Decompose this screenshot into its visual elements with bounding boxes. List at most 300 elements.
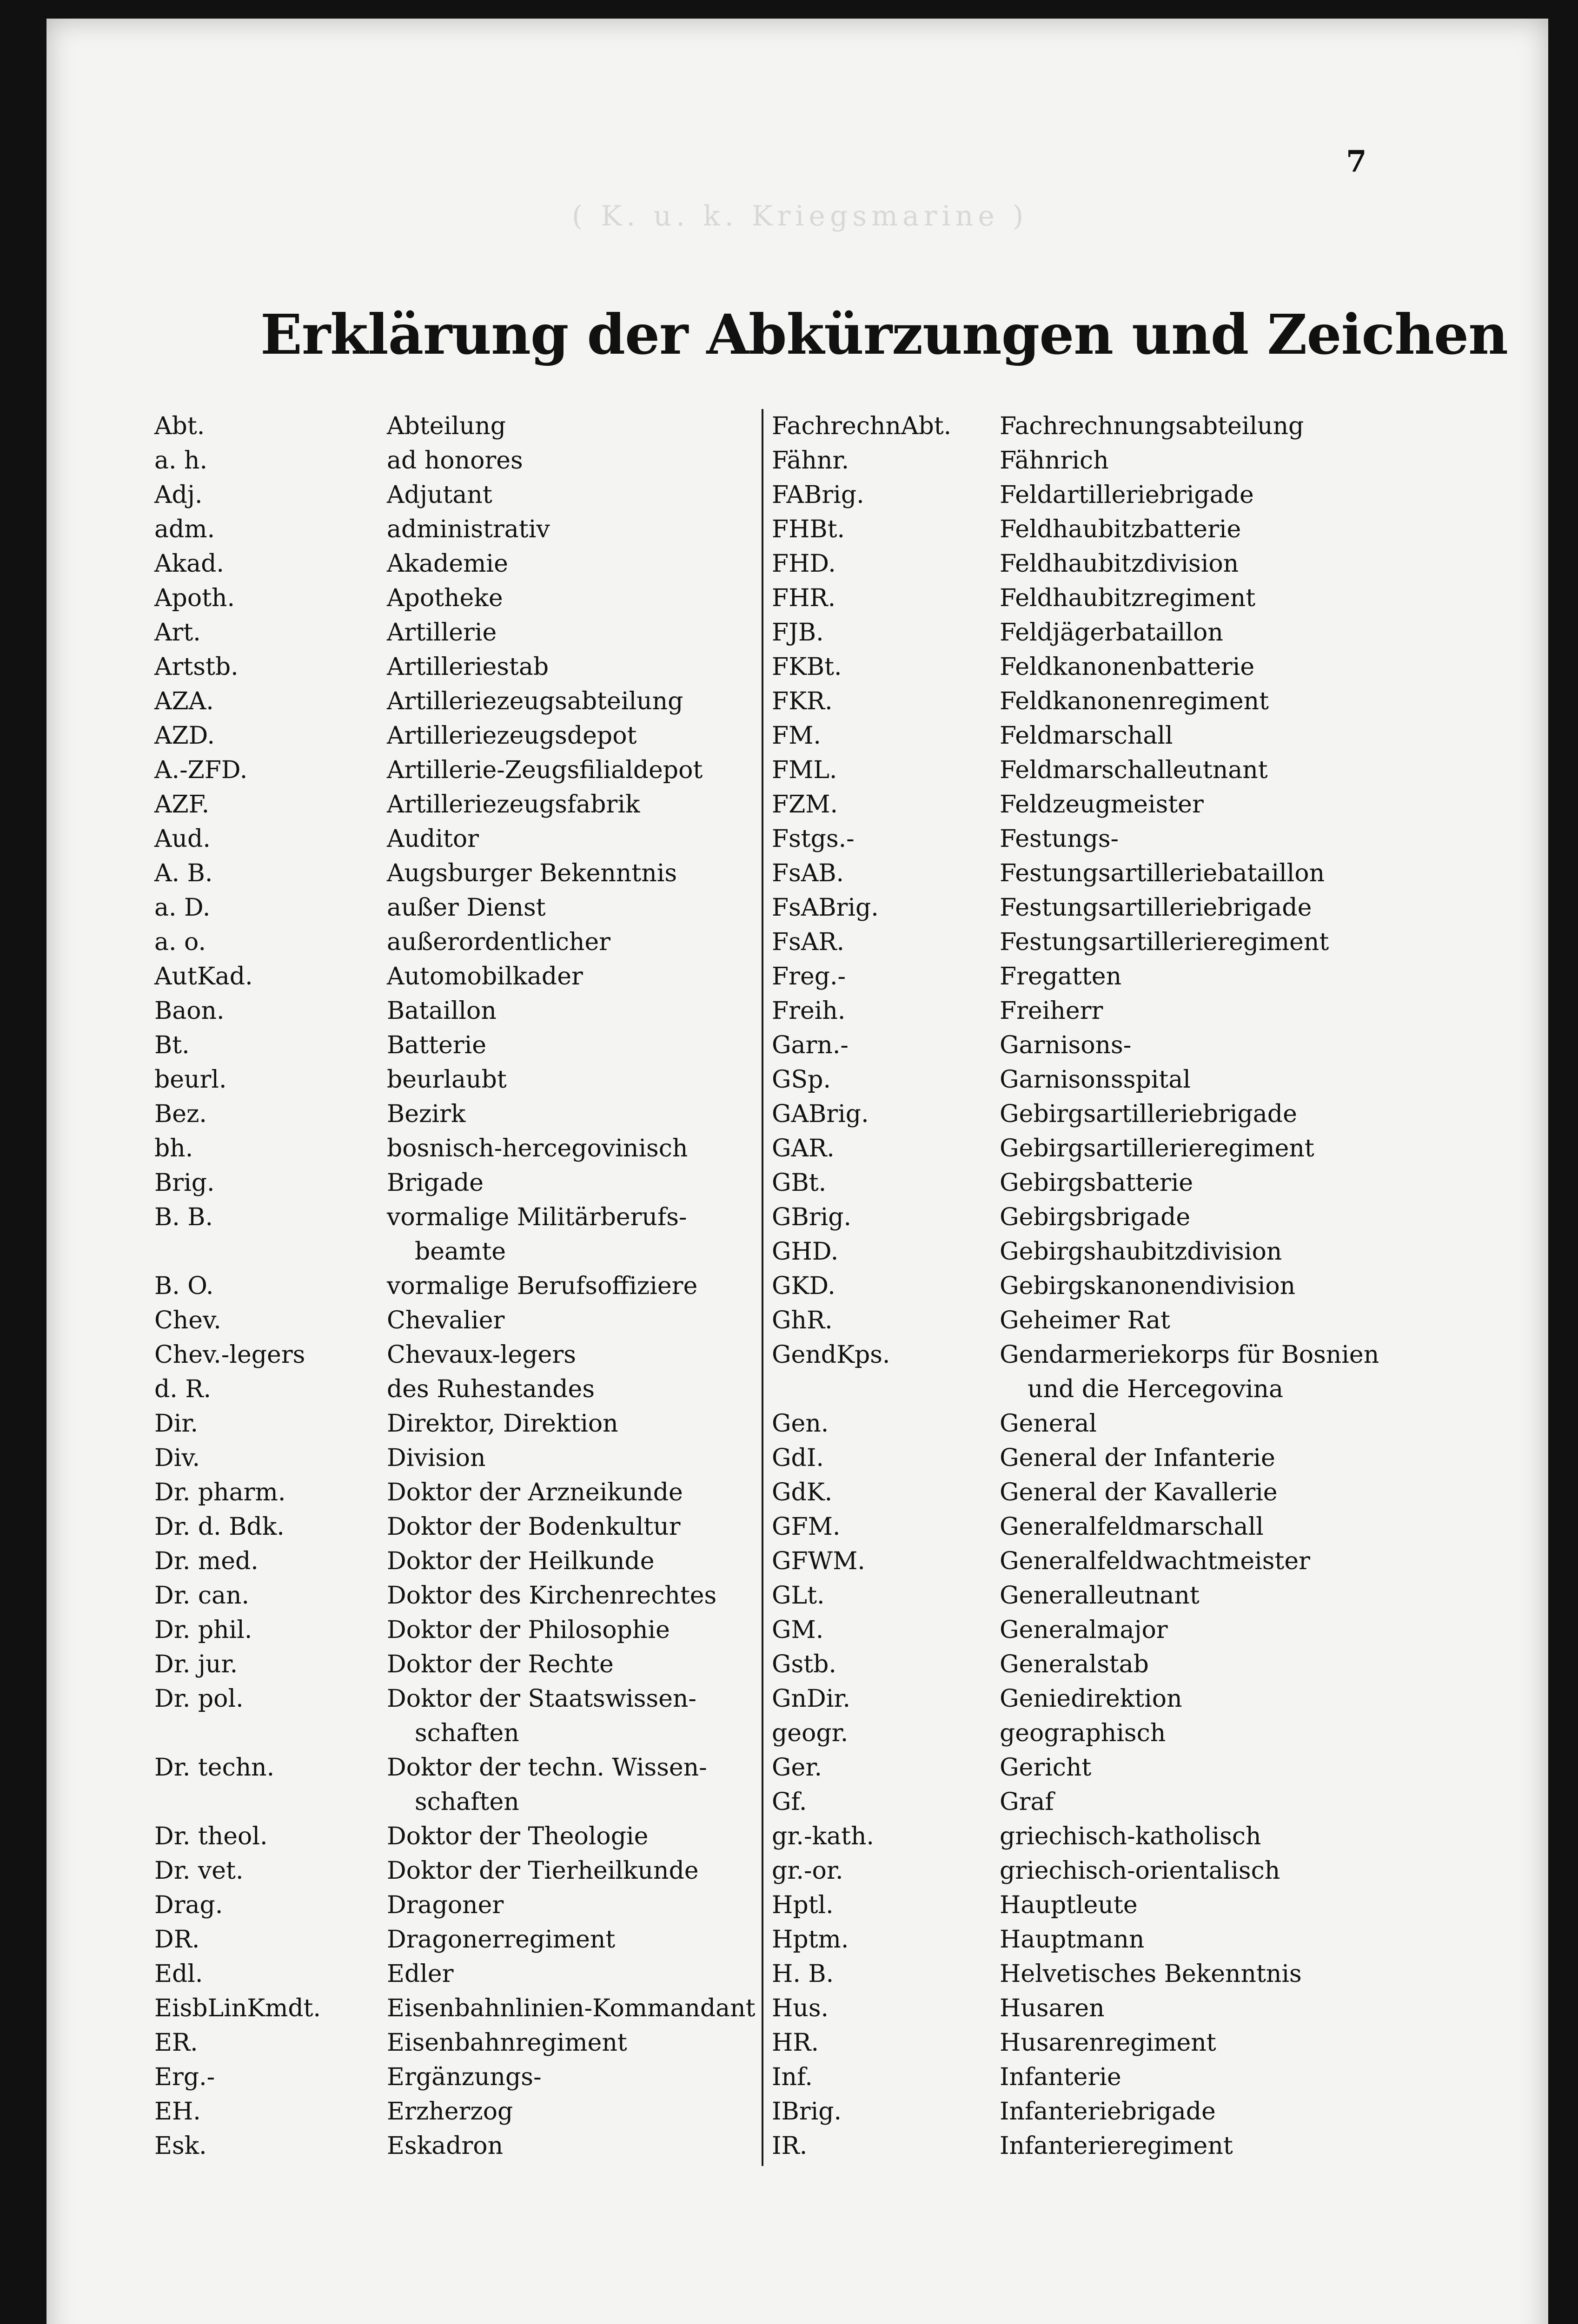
abbreviation: Dr. jur. (154, 1651, 238, 1678)
abbreviation-meaning: Generalleutnant (1000, 1582, 1200, 1610)
abbreviation-meaning: Festungsartillerieregiment (1000, 928, 1329, 956)
abbreviation-entry (772, 1097, 1516, 1131)
abbreviation-meaning: Akademie (387, 550, 508, 578)
abbreviation-meaning: Generalmajor (1000, 1616, 1168, 1644)
abbreviation: Dr. can. (154, 1582, 250, 1610)
abbreviation-meaning: Generalstab (1000, 1651, 1149, 1678)
abbreviation-meaning: Feldkanonenbatterie (1000, 653, 1255, 681)
abbreviation-meaning: Gericht (1000, 1754, 1092, 1782)
abbreviation-entry (154, 2060, 759, 2094)
abbreviation: Hptl. (772, 1891, 834, 1919)
abbreviation: Bt. (154, 1031, 190, 1059)
abbreviation-meaning: griechisch-katholisch (1000, 1822, 1261, 1850)
abbreviation-meaning: Generalfeldmarschall (1000, 1513, 1264, 1541)
abbreviation: d. R. (154, 1375, 212, 1403)
abbreviation-meaning: Festungsartilleriebrigade (1000, 894, 1312, 922)
abbreviation: beurl. (154, 1066, 227, 1094)
meaning-continuation: beamte (415, 1238, 506, 1266)
abbreviation-meaning: außerordentlicher (387, 928, 610, 956)
abbreviation-meaning: Helvetisches Bekenntnis (1000, 1960, 1302, 1988)
abbreviation: DR. (154, 1926, 200, 1954)
abbreviation: ER. (154, 2029, 198, 2057)
abbreviation: Chev.-legers (154, 1341, 305, 1369)
abbreviation-meaning: Doktor der Tierheilkunde (387, 1857, 699, 1885)
abbreviation: HR. (772, 2029, 819, 2057)
abbreviation-meaning: Festungsartilleriebataillon (1000, 859, 1325, 887)
abbreviation-meaning: Husarenregiment (1000, 2029, 1216, 2057)
abbreviation: FHR. (772, 584, 836, 612)
abbreviation-entry (772, 1682, 1516, 1716)
abbreviation: Dr. phil. (154, 1616, 252, 1644)
abbreviation: FHBt. (772, 515, 845, 543)
abbreviation: Freg.- (772, 963, 846, 990)
abbreviation-entry (154, 959, 759, 994)
abbreviation-meaning: Artilleriezeugsdepot (387, 722, 637, 750)
abbreviation-entry (154, 1475, 759, 1510)
meaning-continuation: und die Hercegovina (1028, 1375, 1283, 1403)
abbreviation: Freih. (772, 997, 846, 1025)
abbreviation-entry (154, 1957, 759, 1991)
abbreviation: H. B. (772, 1960, 834, 1988)
abbreviation-meaning: Erzherzog (387, 2098, 513, 2126)
abbreviation-meaning: Doktor der Theologie (387, 1822, 649, 1850)
abbreviation-entry (154, 1028, 759, 1063)
abbreviation-entry (772, 1028, 1516, 1063)
abbreviation: GM. (772, 1616, 824, 1644)
abbreviation-meaning: Doktor der Rechte (387, 1651, 614, 1678)
abbreviation: Bez. (154, 1100, 207, 1128)
abbreviation-meaning: ad honores (387, 447, 523, 475)
abbreviation-meaning: Husaren (1000, 1994, 1105, 2022)
abbreviation-meaning: Geheimer Rat (1000, 1307, 1170, 1334)
abbreviation-meaning: Doktor der Bodenkultur (387, 1513, 681, 1541)
abbreviation: GHD. (772, 1238, 839, 1266)
abbreviation-entry (772, 1647, 1516, 1682)
abbreviation-entry (772, 1854, 1516, 1888)
abbreviation-meaning: General der Infanterie (1000, 1444, 1275, 1472)
abbreviation-entry (772, 1750, 1516, 1785)
abbreviation: GnDir. (772, 1685, 851, 1713)
abbreviation-entry (154, 443, 759, 478)
abbreviation-entry (772, 1475, 1516, 1510)
abbreviation-meaning: Artillerie (387, 619, 497, 647)
abbreviation-entry (154, 1166, 759, 1200)
abbreviation: Art. (154, 619, 201, 647)
abbreviation-entry (772, 2026, 1516, 2060)
abbreviation-entry (154, 1750, 759, 1785)
abbreviation: Gen. (772, 1410, 829, 1438)
abbreviation-meaning: General der Kavallerie (1000, 1479, 1278, 1506)
abbreviation-entry (154, 1097, 759, 1131)
abbreviation-meaning: Dragoner (387, 1891, 504, 1919)
abbreviation-entry (154, 1647, 759, 1682)
abbreviation: FJB. (772, 619, 824, 647)
abbreviation-entry (772, 1200, 1516, 1235)
abbreviation-entry (154, 719, 759, 753)
abbreviation: B. B. (154, 1203, 213, 1231)
abbreviation: GAR. (772, 1135, 835, 1162)
abbreviation-entry (154, 856, 759, 891)
abbreviation: FML. (772, 756, 837, 784)
abbreviation: B. O. (154, 1272, 214, 1300)
abbreviation-meaning: Artilleriezeugsabteilung (387, 687, 683, 715)
abbreviation: a. D. (154, 894, 211, 922)
abbreviation-meaning: Eisenbahnregiment (387, 2029, 627, 2057)
abbreviation: GBrig. (772, 1203, 852, 1231)
abbreviation-meaning: Ergänzungs- (387, 2063, 542, 2091)
abbreviation-entry (772, 1544, 1516, 1578)
abbreviation: A.-ZFD. (154, 756, 248, 784)
abbreviation-entry (772, 891, 1516, 925)
abbreviation-entry (154, 1441, 759, 1475)
abbreviation-entry (154, 547, 759, 581)
abbreviation: Div. (154, 1444, 200, 1472)
abbreviation-meaning: Feldhaubitzregiment (1000, 584, 1256, 612)
abbreviation: EisbLinKmdt. (154, 1994, 321, 2022)
abbreviation-entry (154, 1200, 759, 1235)
abbreviation-meaning: Chevaux-legers (387, 1341, 576, 1369)
abbreviation-meaning: Infanterieregiment (1000, 2132, 1233, 2160)
abbreviation-entry (772, 1957, 1516, 1991)
abbreviation-meaning: Gebirgshaubitzdivision (1000, 1238, 1282, 1266)
abbreviation: GABrig. (772, 1100, 869, 1128)
abbreviation-entry (772, 1991, 1516, 2026)
abbreviation-entry (772, 1406, 1516, 1441)
abbreviation-meaning: Eisenbahnlinien-Kommandant (387, 1994, 756, 2022)
abbreviation: IBrig. (772, 2098, 842, 2126)
abbreviation-meaning: Augsburger Bekenntnis (387, 859, 677, 887)
abbreviation-meaning: Artilleriezeugsfabrik (387, 791, 640, 819)
abbreviation-entry (772, 856, 1516, 891)
abbreviation-meaning: Feldjägerbataillon (1000, 619, 1223, 647)
abbreviation-entry (772, 1922, 1516, 1957)
abbreviation-meaning: Infanterie (1000, 2063, 1121, 2091)
abbreviation: FKBt. (772, 653, 842, 681)
abbreviation: GFM. (772, 1513, 841, 1541)
abbreviation-meaning: General (1000, 1410, 1097, 1438)
abbreviation-entry (154, 1338, 759, 1372)
abbreviation-entry-continuation (154, 1716, 759, 1750)
abbreviation-meaning: Direktor, Direktion (387, 1410, 618, 1438)
abbreviation-entry (154, 409, 759, 443)
abbreviation-entry (154, 891, 759, 925)
abbreviation-meaning: des Ruhestandes (387, 1375, 595, 1403)
abbreviation-meaning: Doktor des Kirchenrechtes (387, 1582, 717, 1610)
abbreviation: Dr. med. (154, 1547, 259, 1575)
abbreviation-meaning: Gendarmeriekorps für Bosnien (1000, 1341, 1379, 1369)
abbreviation-entry (154, 1406, 759, 1441)
abbreviation-meaning: Automobilkader (387, 963, 583, 990)
meaning-continuation: schaften (415, 1788, 519, 1816)
abbreviation-entry (154, 1922, 759, 1957)
abbreviation-entry (772, 1578, 1516, 1613)
abbreviation-meaning: Doktor der Arzneikunde (387, 1479, 683, 1506)
abbreviation-meaning: Feldmarschalleutnant (1000, 756, 1268, 784)
abbreviation-entry (154, 1613, 759, 1647)
abbreviation-entry (772, 925, 1516, 959)
abbreviation-entry (154, 512, 759, 547)
abbreviation-meaning: Edler (387, 1960, 454, 1988)
column-divider (762, 409, 763, 2166)
abbreviation-entry (772, 615, 1516, 650)
abbreviation-meaning: Bataillon (387, 997, 497, 1025)
abbreviation-meaning: Gebirgsartilleriebrigade (1000, 1100, 1297, 1128)
abbreviation: GdK. (772, 1479, 833, 1506)
abbreviation-entry (154, 684, 759, 719)
abbreviation-entry (154, 1544, 759, 1578)
abbreviation-entry (154, 925, 759, 959)
abbreviation-entry (772, 512, 1516, 547)
abbreviation: GSp. (772, 1066, 831, 1094)
abbreviation-entry (772, 1510, 1516, 1544)
abbreviation: FachrechnAbt. (772, 412, 952, 440)
abbreviation-entry (154, 1131, 759, 1166)
abbreviation-entry (772, 547, 1516, 581)
abbreviation-entry (772, 2060, 1516, 2094)
abbreviation-entry-continuation (154, 1785, 759, 1819)
abbreviation-meaning: administrativ (387, 515, 550, 543)
abbreviation-entry (154, 994, 759, 1028)
abbreviation-entry (154, 1510, 759, 1544)
abbreviation-entry (772, 581, 1516, 615)
abbreviation-entry (154, 1819, 759, 1854)
abbreviation: GhR. (772, 1307, 833, 1334)
abbreviation-entry (772, 1819, 1516, 1854)
abbreviation: Dr. vet. (154, 1857, 244, 1885)
abbreviation-entry (772, 2094, 1516, 2129)
abbreviation: adm. (154, 515, 215, 543)
abbreviation-meaning: Graf (1000, 1788, 1054, 1816)
abbreviation: GFWM. (772, 1547, 865, 1575)
abbreviation-entry (154, 1991, 759, 2026)
abbreviation-entry (772, 684, 1516, 719)
abbreviation-meaning: Eskadron (387, 2132, 504, 2160)
abbreviation-entry (772, 478, 1516, 512)
abbreviation-entry (772, 409, 1516, 443)
abbreviation: Abt. (154, 412, 205, 440)
abbreviation-meaning: Artilleriestab (387, 653, 549, 681)
abbreviation-meaning: Gebirgsbrigade (1000, 1203, 1191, 1231)
abbreviation-meaning: Fähnrich (1000, 447, 1109, 475)
abbreviation: AutKad. (154, 963, 253, 990)
abbreviation: AZF. (154, 791, 210, 819)
abbreviation-meaning: Geniedirektion (1000, 1685, 1182, 1713)
abbreviation: Drag. (154, 1891, 223, 1919)
abbreviation: Artstb. (154, 653, 239, 681)
abbreviation: FsAB. (772, 859, 844, 887)
abbreviation-entry (154, 753, 759, 787)
abbreviation-entry (772, 650, 1516, 684)
abbreviation: Dir. (154, 1410, 198, 1438)
abbreviation: FKR. (772, 687, 833, 715)
abbreviation-entry (772, 1131, 1516, 1166)
abbreviation-meaning: außer Dienst (387, 894, 546, 922)
abbreviation-meaning: Abteilung (387, 412, 506, 440)
abbreviation-entry (772, 753, 1516, 787)
abbreviation-meaning: Generalfeldwachtmeister (1000, 1547, 1310, 1575)
abbreviation-meaning: Infanteriebrigade (1000, 2098, 1216, 2126)
abbreviation: GLt. (772, 1582, 825, 1610)
abbreviation-meaning: Feldhaubitzdivision (1000, 550, 1239, 578)
abbreviation-entry (772, 443, 1516, 478)
abbreviation-entry (772, 1888, 1516, 1922)
abbreviation-entry (772, 719, 1516, 753)
abbreviation-entry (154, 2129, 759, 2163)
abbreviation: EH. (154, 2098, 201, 2126)
abbreviation-entry (154, 822, 759, 856)
abbreviation: Hus. (772, 1994, 829, 2022)
abbreviation-entry (154, 1578, 759, 1613)
abbreviation-entry (772, 787, 1516, 822)
abbreviation: A. B. (154, 859, 213, 887)
abbreviation: FsABrig. (772, 894, 879, 922)
abbreviation-meaning: geographisch (1000, 1719, 1166, 1747)
abbreviation-entry (154, 581, 759, 615)
abbreviation: AZA. (154, 687, 214, 715)
abbreviation-meaning: Division (387, 1444, 486, 1472)
abbreviation-entry (154, 2094, 759, 2129)
abbreviation-entry (154, 1303, 759, 1338)
meaning-continuation: schaften (415, 1719, 519, 1747)
abbreviation-entry (772, 1338, 1516, 1372)
abbreviation-meaning: Fregatten (1000, 963, 1122, 990)
abbreviation-meaning: Festungs- (1000, 825, 1119, 853)
abbreviation-entry (772, 959, 1516, 994)
abbreviation: Esk. (154, 2132, 207, 2160)
page-number: 7 (1346, 144, 1367, 179)
abbreviation: Hptm. (772, 1926, 849, 1954)
abbreviation: Edl. (154, 1960, 203, 1988)
abbreviation-meaning: griechisch-orientalisch (1000, 1857, 1280, 1885)
abbreviation: bh. (154, 1135, 193, 1162)
abbreviation: a. h. (154, 447, 208, 475)
abbreviation-meaning: Auditor (387, 825, 479, 853)
abbreviation-meaning: Feldartilleriebrigade (1000, 481, 1254, 509)
abbreviation: Dr. d. Bdk. (154, 1513, 285, 1541)
abbreviation-meaning: Doktor der Heilkunde (387, 1547, 655, 1575)
abbreviation-meaning: Garnisons- (1000, 1031, 1132, 1059)
abbreviation-entry (772, 1166, 1516, 1200)
faded-header: ( K. u. k. Kriegsmarine ) (572, 200, 1028, 232)
abbreviation: Erg.- (154, 2063, 215, 2091)
abbreviation-meaning: Gebirgsbatterie (1000, 1169, 1193, 1197)
abbreviation: AZD. (154, 722, 215, 750)
abbreviation-meaning: vormalige Militärberufs- (387, 1203, 687, 1231)
abbreviation: GBt. (772, 1169, 827, 1197)
abbreviation-entry (772, 1441, 1516, 1475)
abbreviation-meaning: Feldzeugmeister (1000, 791, 1204, 819)
abbreviation: Apoth. (154, 584, 235, 612)
abbreviation: gr.-or. (772, 1857, 843, 1885)
abbreviation-entry (772, 994, 1516, 1028)
abbreviation-meaning: Fachrechnungsabteilung (1000, 412, 1304, 440)
abbreviation-meaning: Chevalier (387, 1307, 505, 1334)
abbreviation-entry (154, 787, 759, 822)
abbreviation: Adj. (154, 481, 203, 509)
abbreviation-meaning: Garnisonsspital (1000, 1066, 1191, 1094)
abbreviation: Dr. techn. (154, 1754, 275, 1782)
abbreviation-entry (772, 1235, 1516, 1269)
abbreviation: Aud. (154, 825, 211, 853)
abbreviation-meaning: Feldkanonenregiment (1000, 687, 1269, 715)
abbreviation: GdI. (772, 1444, 824, 1472)
abbreviation-meaning: Doktor der Staatswissen- (387, 1685, 696, 1713)
abbreviation-meaning: beurlaubt (387, 1066, 507, 1094)
abbreviation-meaning: Brigade (387, 1169, 484, 1197)
abbreviation: GendKps. (772, 1341, 890, 1369)
abbreviation: Dr. theol. (154, 1822, 268, 1850)
abbreviation: Chev. (154, 1307, 221, 1334)
abbreviation-meaning: Bezirk (387, 1100, 466, 1128)
abbreviation-meaning: Dragonerregiment (387, 1926, 616, 1954)
abbreviation: Dr. pharm. (154, 1479, 286, 1506)
abbreviation-meaning: Artillerie-Zeugsfilialdepot (387, 756, 703, 784)
abbreviation-meaning: Hauptmann (1000, 1926, 1145, 1954)
abbreviation-entry (154, 1372, 759, 1406)
abbreviation: Brig. (154, 1169, 215, 1197)
abbreviation: GKD. (772, 1272, 835, 1300)
abbreviation-entry (772, 2129, 1516, 2163)
abbreviation-entry (772, 1716, 1516, 1750)
abbreviation-entry (154, 2026, 759, 2060)
abbreviation-entry (772, 1613, 1516, 1647)
abbreviation: Inf. (772, 2063, 813, 2091)
abbreviation-entry-continuation (772, 1372, 1516, 1406)
abbreviation: Dr. pol. (154, 1685, 244, 1713)
abbreviation: a. o. (154, 928, 206, 956)
abbreviation-entry (154, 1269, 759, 1303)
abbreviation: gr.-kath. (772, 1822, 874, 1850)
abbreviation: Gstb. (772, 1651, 836, 1678)
abbreviation-entry (772, 1269, 1516, 1303)
abbreviation-meaning: Feldmarschall (1000, 722, 1173, 750)
abbreviation-entry (154, 650, 759, 684)
abbreviation-entry (154, 1682, 759, 1716)
abbreviation: FsAR. (772, 928, 844, 956)
abbreviation-meaning: Doktor der Philosophie (387, 1616, 670, 1644)
abbreviation-entry (154, 615, 759, 650)
abbreviation-entry (154, 1063, 759, 1097)
abbreviation-meaning: Freiherr (1000, 997, 1103, 1025)
abbreviation-meaning: Doktor der techn. Wissen- (387, 1754, 707, 1782)
abbreviation-entry (772, 1303, 1516, 1338)
abbreviation: Akad. (154, 550, 224, 578)
abbreviation: FABrig. (772, 481, 864, 509)
abbreviation-entry-continuation (154, 1235, 759, 1269)
abbreviation-meaning: vormalige Berufsoffiziere (387, 1272, 698, 1300)
abbreviation: Fähnr. (772, 447, 849, 475)
abbreviation-entry (772, 1063, 1516, 1097)
abbreviation: Baon. (154, 997, 225, 1025)
abbreviation: Garn.- (772, 1031, 849, 1059)
abbreviation-meaning: Gebirgskanonendivision (1000, 1272, 1296, 1300)
abbreviation-meaning: bosnisch-hercegovinisch (387, 1135, 688, 1162)
abbreviation-meaning: Apotheke (387, 584, 503, 612)
abbreviation-meaning: Batterie (387, 1031, 487, 1059)
abbreviation-entry (154, 1854, 759, 1888)
abbreviation: Ger. (772, 1754, 822, 1782)
abbreviation: IR. (772, 2132, 808, 2160)
abbreviation-entry (772, 822, 1516, 856)
abbreviation-meaning: Adjutant (387, 481, 492, 509)
abbreviation: FM. (772, 722, 821, 750)
abbreviation: Gf. (772, 1788, 807, 1816)
page-title: Erklärung der Abkürzungen und Zeichen (260, 302, 1508, 367)
abbreviation-meaning: Gebirgsartillerieregiment (1000, 1135, 1314, 1162)
abbreviation: FHD. (772, 550, 836, 578)
abbreviation: geogr. (772, 1719, 849, 1747)
abbreviation-meaning: Hauptleute (1000, 1891, 1138, 1919)
